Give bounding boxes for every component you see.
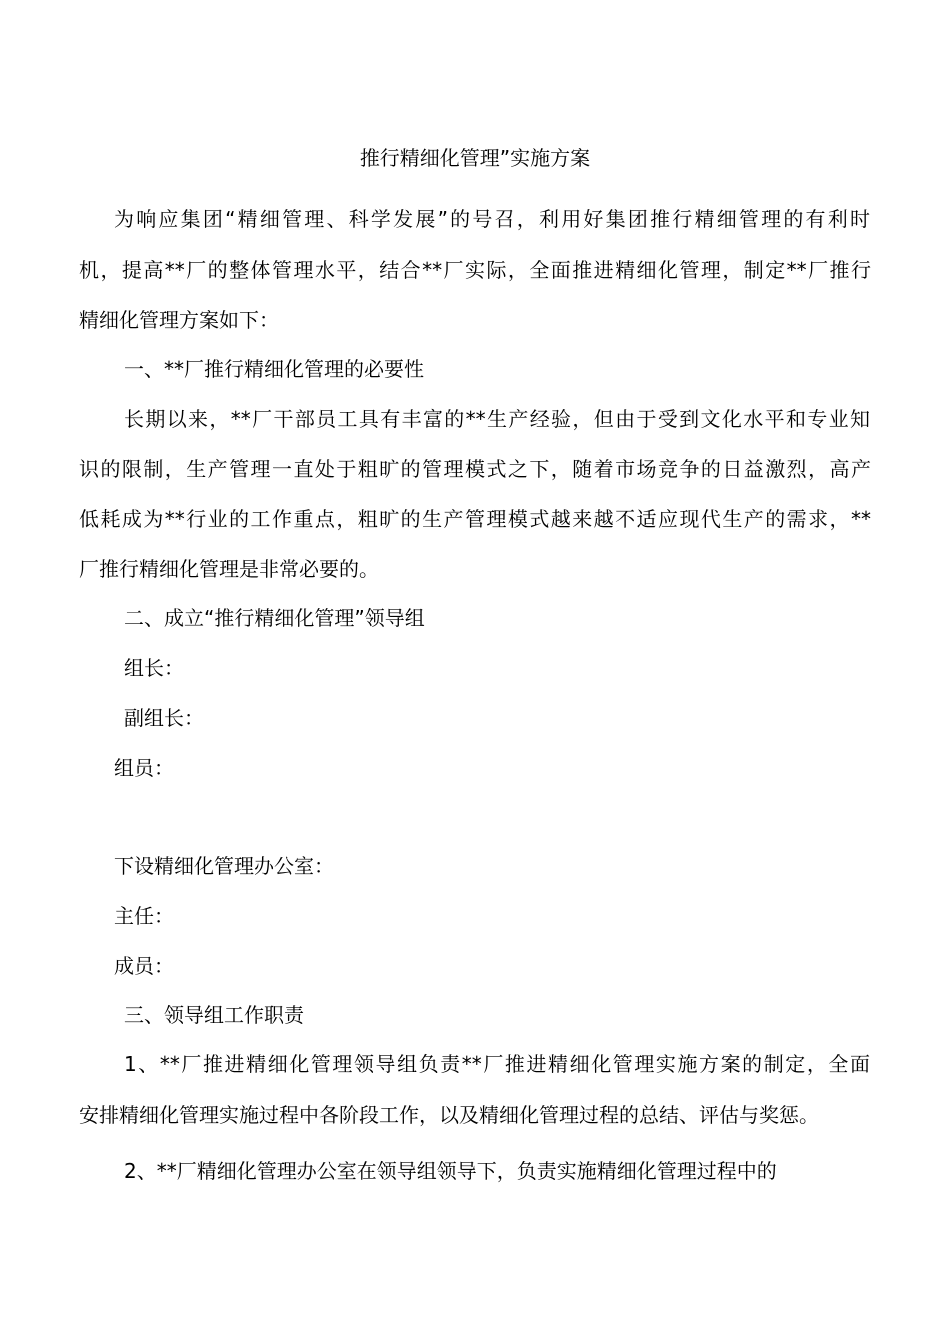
section-2-heading: 二、成立“推行精细化管理”领导组	[124, 606, 425, 630]
section-1-line-3: 低耗成为**行业的工作重点，粗旷的生产管理模式越来越不适应现代生产的需求，**	[79, 507, 871, 531]
section-1-heading: 一、**厂推行精细化管理的必要性	[124, 357, 424, 381]
document-title: 推行精细化管理”实施方案	[359, 146, 591, 170]
section-1-line-1: 长期以来，**厂干部员工具有丰富的**生产经验，但由于受到文化水平和专业知	[124, 407, 870, 431]
section-3-item-1-line-2: 安排精细化管理实施过程中各阶段工作，以及精细化管理过程的总结、评估与奖惩。	[79, 1103, 819, 1127]
section-3-item-1-line-1: 1、**厂推进精细化管理领导组负责**厂推进精细化管理实施方案的制定，全面	[124, 1052, 870, 1076]
deputy-leader-label: 副组长：	[124, 706, 204, 730]
director-label: 主任：	[114, 904, 174, 928]
intro-line-3: 精细化管理方案如下：	[79, 308, 279, 332]
office-label: 下设精细化管理办公室：	[114, 854, 334, 878]
intro-line-1: 为响应集团“精细管理、科学发展”的号召，利用好集团推行精细管理的有利时	[114, 207, 870, 231]
members-label: 组员：	[114, 756, 174, 780]
section-1-line-4: 厂推行精细化管理是非常必要的。	[79, 557, 379, 581]
section-3-heading: 三、领导组工作职责	[124, 1003, 304, 1027]
office-members-label: 成员：	[114, 954, 174, 978]
leader-label: 组长：	[124, 656, 184, 680]
section-3-item-2-line-1: 2、**厂精细化管理办公室在领导组领导下，负责实施精细化管理过程中的	[124, 1159, 777, 1183]
section-1-line-2: 识的限制，生产管理一直处于粗旷的管理模式之下，随着市场竞争的日益激烈，高产	[79, 457, 871, 481]
intro-line-2: 机，提高**厂的整体管理水平，结合**厂实际，全面推进精细化管理，制定**厂推行	[79, 258, 871, 282]
